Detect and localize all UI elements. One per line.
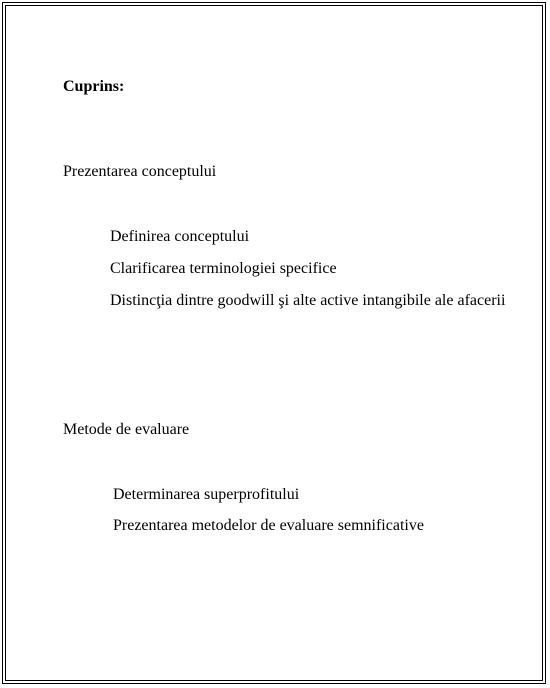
toc-item: Clarificarea terminologiei specifice (110, 260, 337, 277)
toc-item: Prezentarea metodelor de evaluare semnificative (113, 517, 424, 534)
toc-item: Distincţia dintre goodwill şi alte active intangibile ale afacerii (110, 292, 506, 309)
page-border-inner (5, 5, 543, 681)
toc-section-heading: Metode de evaluare (63, 421, 190, 438)
toc-item: Definirea conceptului (110, 228, 250, 245)
toc-item: Determinarea superprofitului (113, 486, 300, 503)
toc-section-heading: Prezentarea conceptului (63, 163, 217, 180)
toc-title: Cuprins: (63, 78, 125, 95)
